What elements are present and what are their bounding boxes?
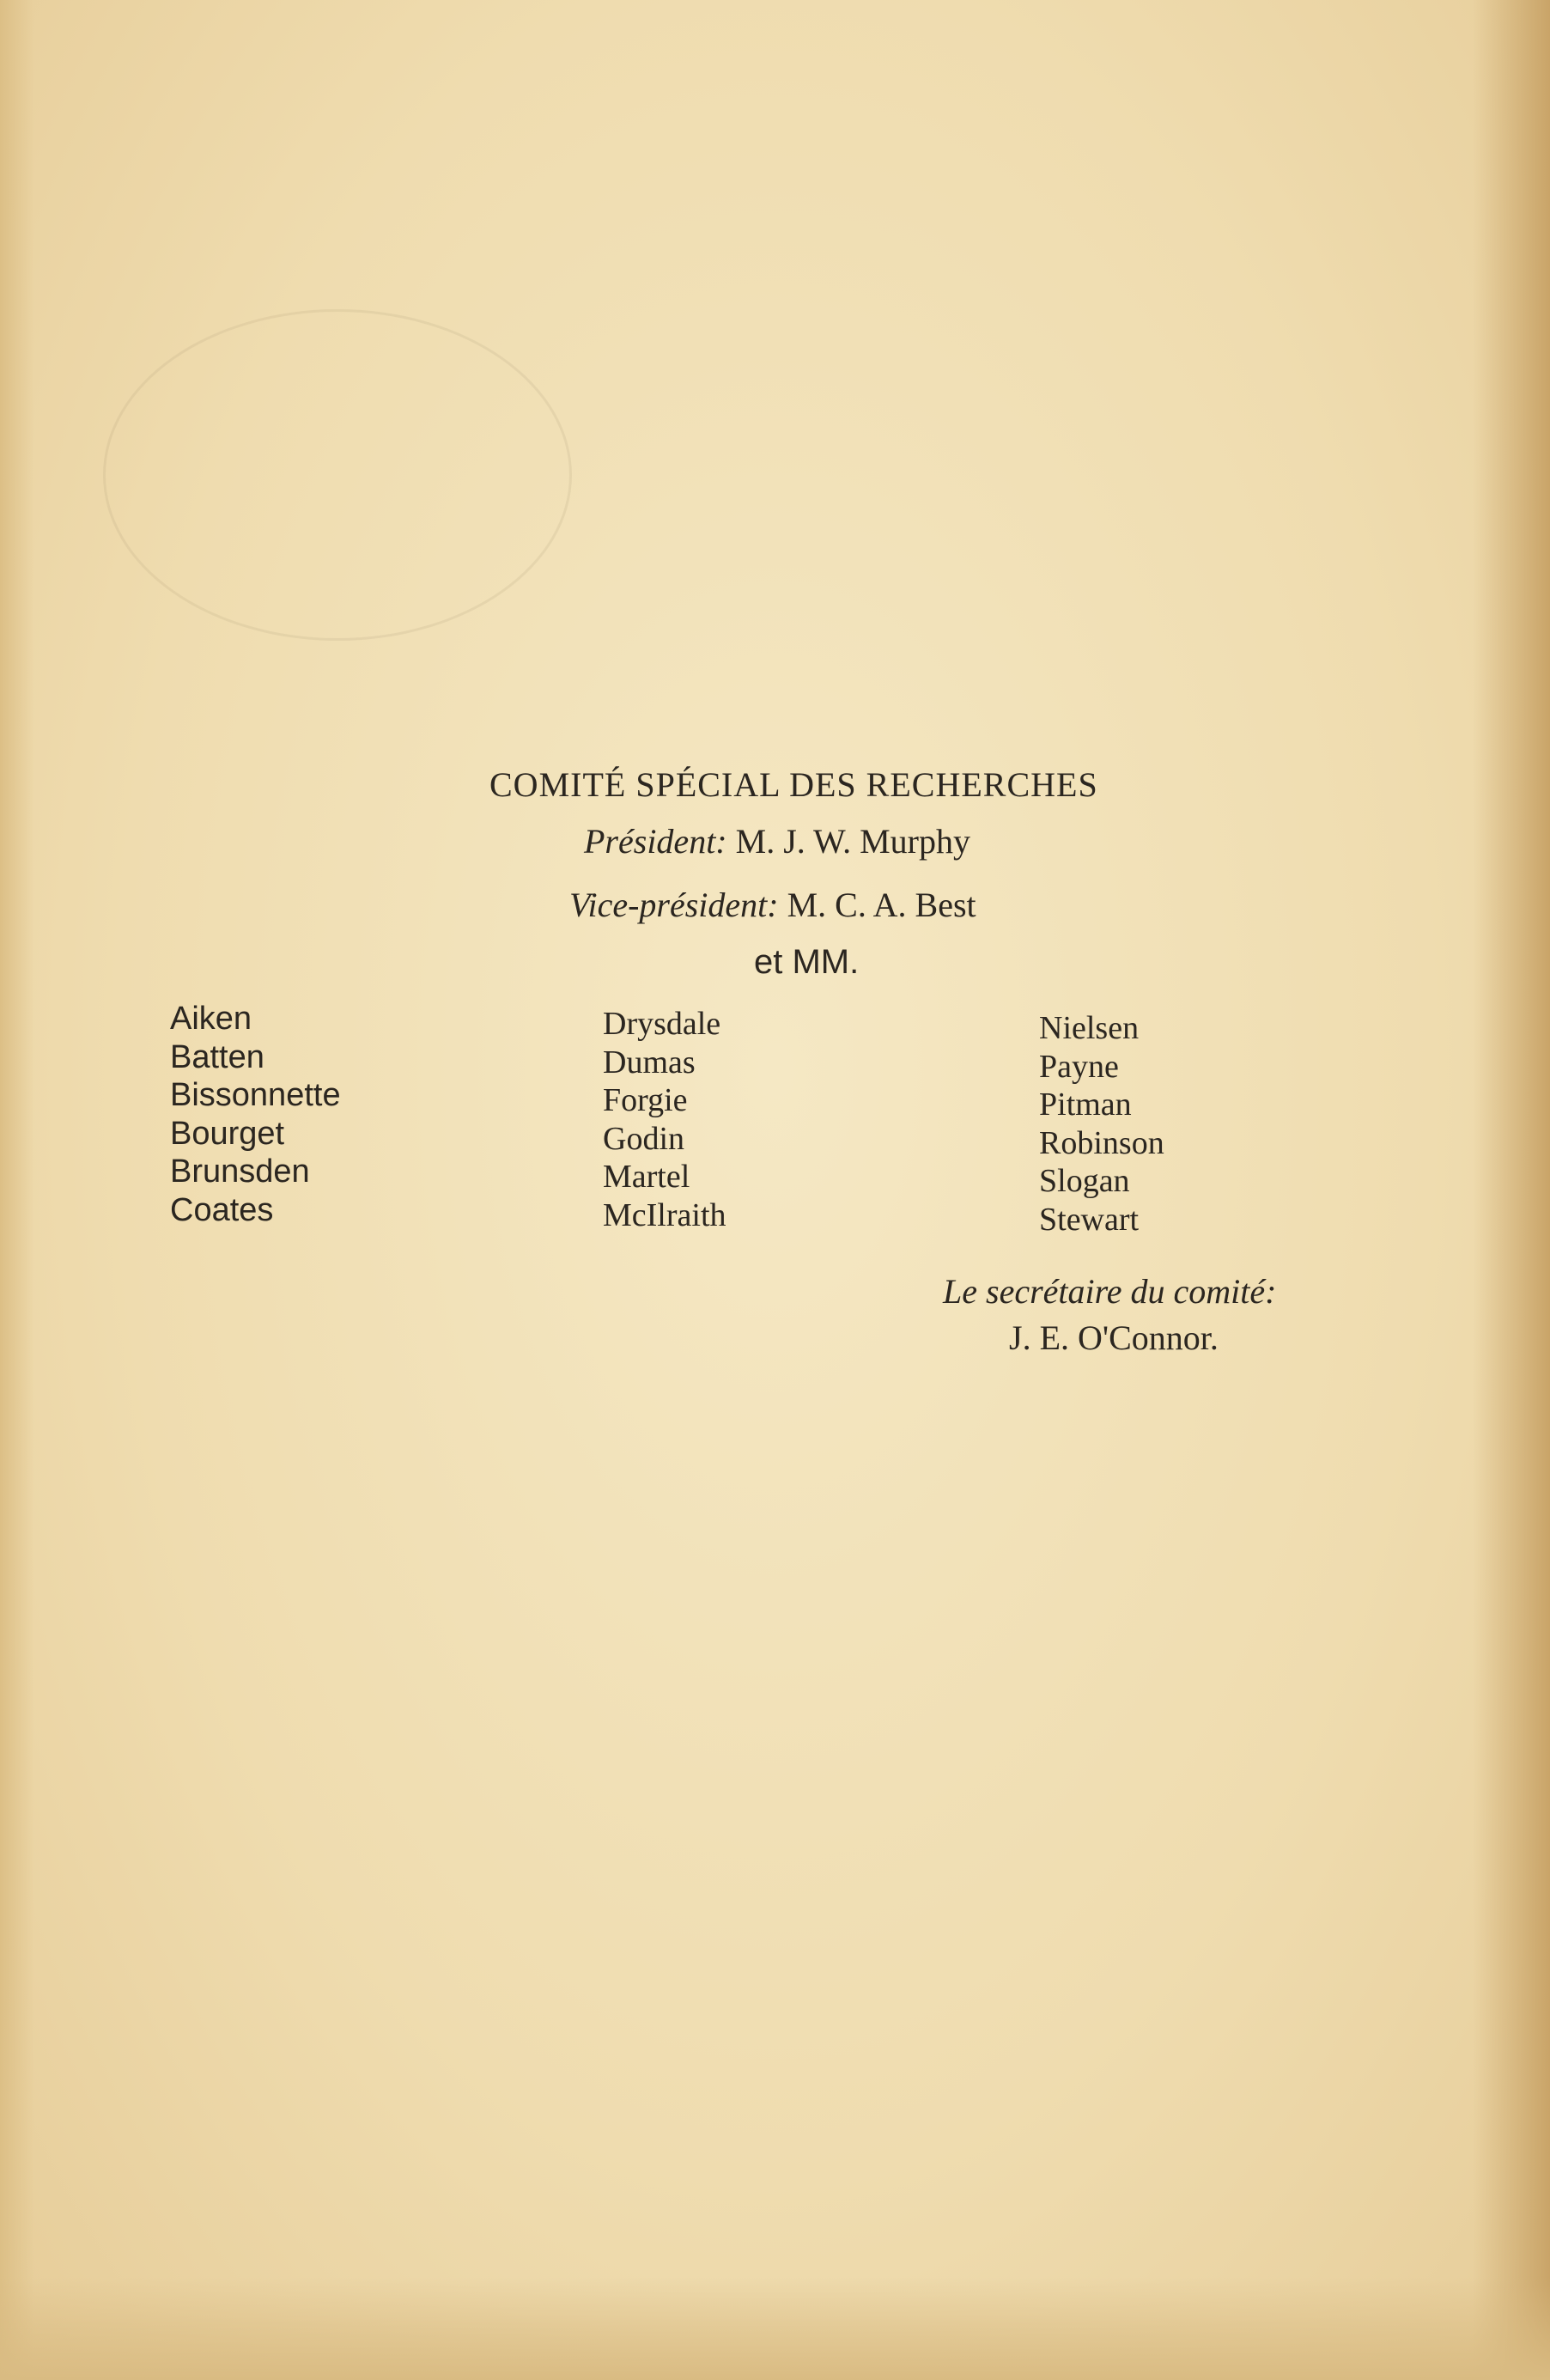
member-name: Forgie: [603, 1082, 688, 1118]
member-name: Drysdale: [603, 1006, 721, 1042]
member-name: Bourget: [170, 1115, 285, 1152]
secretary-name: J. E. O'Connor.: [1009, 1318, 1219, 1357]
member-name: Nielsen: [1039, 1010, 1140, 1046]
members-column-1: [170, 1000, 341, 1229]
president-name: M. J. W. Murphy: [735, 822, 971, 861]
members-intro: et MM.: [754, 943, 860, 981]
vice-president-role: Vice-président:: [569, 886, 779, 924]
committee-title: COMITÉ SPÉCIAL DES RECHERCHES: [489, 765, 1098, 804]
paper-edge-left: [0, 0, 34, 2380]
member-name: Robinson: [1039, 1124, 1164, 1161]
member-name: Pitman: [1039, 1087, 1132, 1123]
member-name: McIlraith: [603, 1196, 726, 1233]
member-name: Aiken: [170, 1001, 252, 1037]
vice-president-line: [569, 885, 976, 925]
member-name: Payne: [1039, 1048, 1119, 1085]
paper-edge-right: [1473, 0, 1550, 2380]
member-name: Batten: [170, 1038, 264, 1075]
member-name: Godin: [603, 1120, 684, 1157]
member-name: Martel: [603, 1159, 690, 1195]
faint-stamp-mark: [103, 309, 572, 641]
members-column-3: [1039, 1009, 1164, 1239]
member-name: Coates: [170, 1191, 274, 1228]
members-column-2: [603, 1005, 726, 1234]
member-name: Stewart: [1039, 1201, 1140, 1238]
president-line: [584, 821, 970, 861]
member-name: Slogan: [1039, 1163, 1130, 1199]
paper-edge-bottom: [0, 2277, 1550, 2380]
member-name: Brunsden: [170, 1153, 310, 1190]
vice-president-name: M. C. A. Best: [787, 886, 976, 924]
president-role: Président:: [584, 822, 727, 861]
member-name: Bissonnette: [170, 1077, 341, 1113]
member-name: Dumas: [603, 1044, 696, 1080]
secretary-label: Le secrétaire du comité:: [943, 1272, 1277, 1311]
